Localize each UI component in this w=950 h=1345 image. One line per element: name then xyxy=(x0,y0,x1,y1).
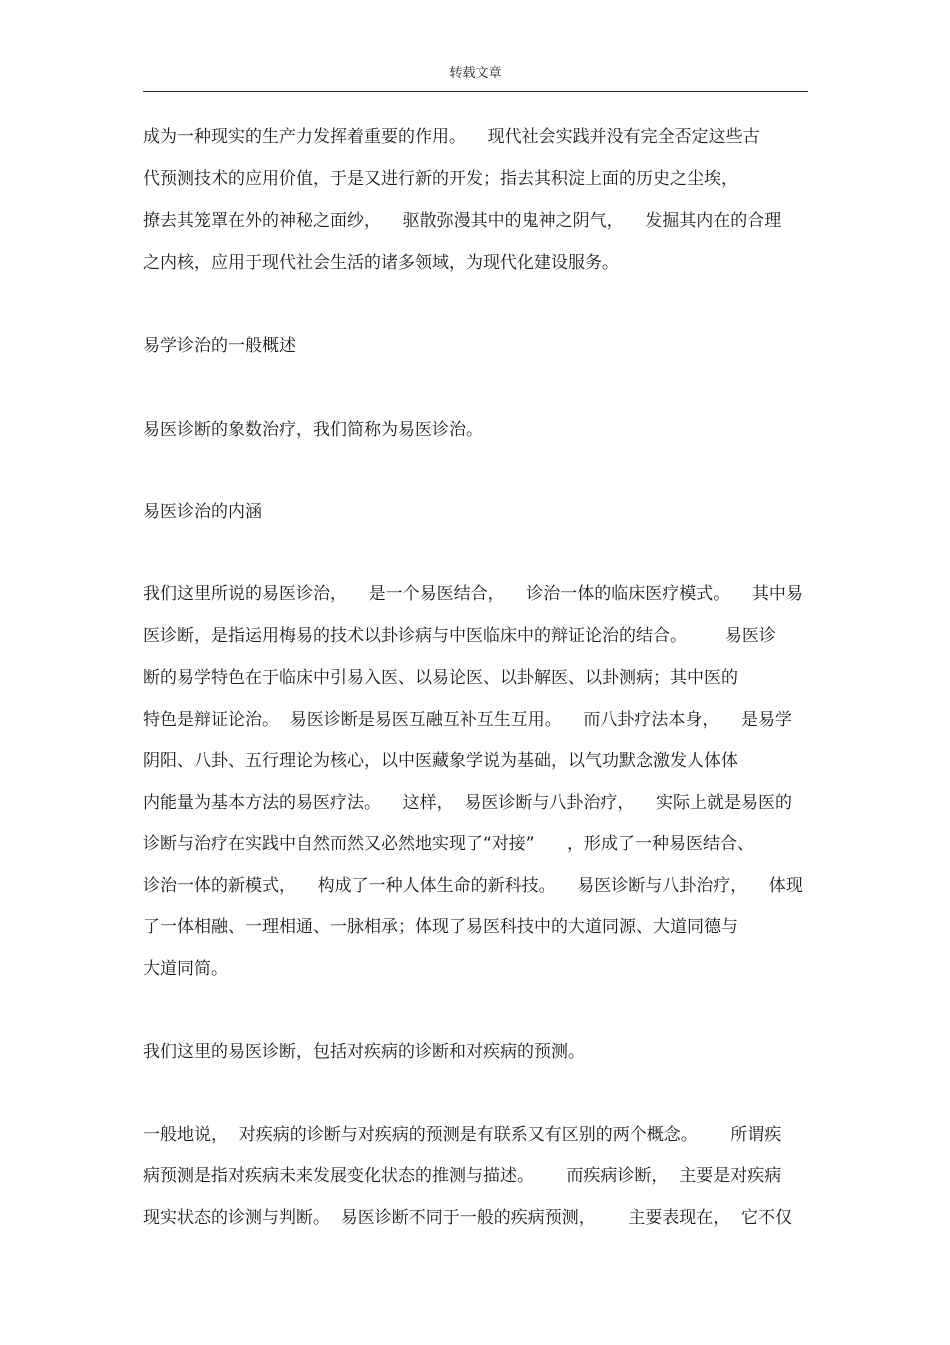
text-line: 医诊断，是指运用梅易的技术以卦诊病与中医临床中的辩证论治的结合。 易医诊 xyxy=(143,626,776,646)
text-line: 特色是辩证论治。 易医诊断是易医互融互补互生互用。 而八卦疗法本身， 是易学 xyxy=(143,710,793,730)
section-heading: 易医诊治的内涵 xyxy=(143,502,262,522)
text-line: 撩去其笼罩在外的神秘之面纱， 驱散弥漫其中的鬼神之阴气， 发掘其内在的合理 xyxy=(143,211,782,231)
text-line: 易医诊断的象数治疗，我们简称为易医诊治。 xyxy=(143,420,483,440)
text-line: 我们这里的易医诊断，包括对疾病的诊断和对疾病的预测。 xyxy=(143,1042,585,1062)
page-header: 转载文章 xyxy=(449,66,502,81)
text-line: 诊断与治疗在实践中自然而然又必然地实现了“对接” ，形成了一种易医结合、 xyxy=(143,834,755,854)
text-line: 了一体相融、一理相通、一脉相承；体现了易医科技中的大道同源、大道同德与 xyxy=(143,917,738,937)
text-line: 代预测技术的应用价值，于是又进行新的开发；指去其积淀上面的历史之尘埃， xyxy=(143,169,738,189)
text-line: 我们这里所说的易医诊治， 是一个易医结合， 诊治一体的临床医疗模式。 其中易 xyxy=(143,584,803,604)
text-line: 内能量为基本方法的易医疗法。 这样， 易医诊断与八卦治疗， 实际上就是易医的 xyxy=(143,793,793,813)
header-divider xyxy=(143,91,808,92)
section-heading: 易学诊治的一般概述 xyxy=(143,336,296,356)
text-line: 一般地说， 对疾病的诊断与对疾病的预测是有联系又有区别的两个概念。 所谓疾 xyxy=(143,1125,782,1145)
text-line: 断的易学特色在于临床中引易入医、以易论医、以卦解医、以卦测病；其中医的 xyxy=(143,668,738,688)
text-line: 现实状态的诊测与判断。 易医诊断不同于一般的疾病预测， 主要表现在， 它不仅 xyxy=(143,1208,793,1228)
text-line: 大道同简。 xyxy=(143,959,228,979)
text-line: 成为一种现实的生产力发挥着重要的作用。 现代社会实践并没有完全否定这些古 xyxy=(143,127,760,147)
text-line: 之内核，应用于现代社会生活的诸多领域，为现代化建设服务。 xyxy=(143,253,619,273)
text-line: 诊治一体的新模式， 构成了一种人体生命的新科技。 易医诊断与八卦治疗， 体现 xyxy=(143,876,803,896)
text-line: 病预测是指对疾病未来发展变化状态的推测与描述。 而疾病诊断， 主要是对疾病 xyxy=(143,1166,782,1186)
text-line: 阴阳、八卦、五行理论为核心，以中医藏象学说为基础，以气功默念激发人体体 xyxy=(143,751,738,771)
